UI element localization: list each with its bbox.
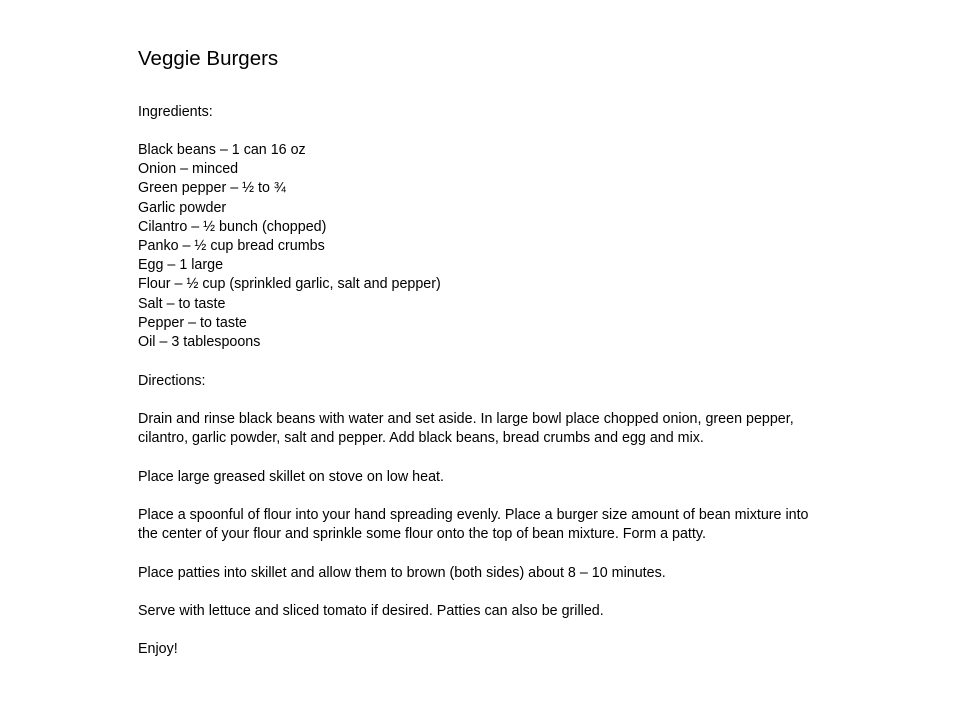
direction-line: cilantro, garlic powder, salt and pepper. Add black beans, bread crumbs and egg and mix.	[138, 430, 704, 447]
ingredients-heading: Ingredients:	[138, 104, 213, 120]
direction-step	[138, 468, 809, 487]
direction-line: Place large greased skillet on stove on low heat.	[138, 468, 444, 485]
directions-list	[138, 410, 809, 679]
ingredient-item: Flour – ½ cup (sprinkled garlic, salt and pepper)	[138, 276, 441, 293]
ingredient-item: Garlic powder	[138, 199, 227, 216]
recipe-document	[138, 0, 838, 720]
recipe-title: Veggie Burgers	[138, 47, 279, 70]
direction-line: Place patties into skillet and allow them to brown (both sides) about 8 – 10 minutes.	[138, 564, 666, 581]
ingredient-item: Onion – minced	[138, 161, 239, 178]
direction-step	[138, 564, 809, 583]
direction-step	[138, 410, 809, 448]
ingredient-item: Salt – to taste	[138, 295, 226, 312]
ingredient-item: Green pepper – ½ to ¾	[138, 180, 286, 197]
direction-step	[138, 640, 809, 659]
ingredients-list	[138, 141, 441, 352]
direction-line: the center of your flour and sprinkle some flour onto the top of bean mixture. Form a patty.	[138, 526, 706, 543]
direction-line: Enjoy!	[138, 641, 178, 658]
ingredient-item: Pepper – to taste	[138, 314, 247, 331]
direction-line: Place a spoonful of flour into your hand spreading evenly. Place a burger size amount of bean mixture into	[138, 506, 809, 523]
ingredient-item: Black beans – 1 can 16 oz	[138, 142, 306, 158]
direction-step	[138, 506, 809, 544]
ingredient-item: Cilantro – ½ bunch (chopped)	[138, 218, 327, 235]
ingredient-item: Egg – 1 large	[138, 257, 224, 274]
direction-line: Drain and rinse black beans with water and set aside. In large bowl place chopped onion, green pepper,	[138, 411, 794, 427]
direction-line: Serve with lettuce and sliced tomato if desired. Patties can also be grilled.	[138, 602, 604, 619]
ingredient-item: Panko – ½ cup bread crumbs	[138, 237, 325, 254]
direction-step	[138, 602, 809, 621]
directions-heading: Directions:	[138, 373, 206, 389]
ingredient-item: Oil – 3 tablespoons	[138, 333, 261, 350]
